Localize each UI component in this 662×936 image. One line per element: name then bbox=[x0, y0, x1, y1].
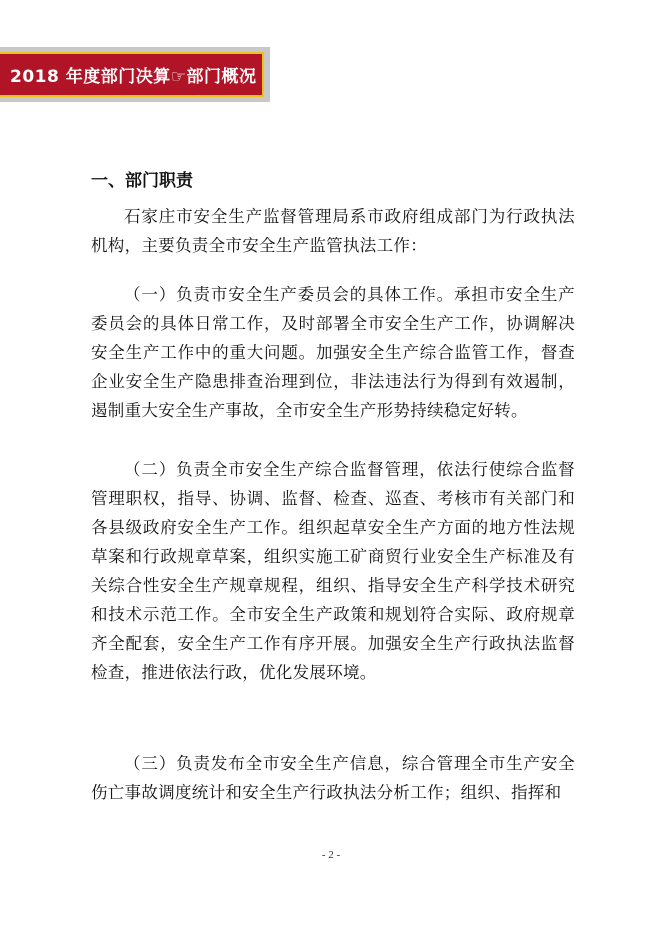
section-heading: 一、部门职责 bbox=[91, 171, 193, 191]
duty-paragraph-2: （二）负责全市安全生产综合监督管理，依法行使综合监督管理职权，指导、协调、监督、检查、巡查、考核市有关部门和各县级政府安全生产工作。组织起草安全生产方面的地方性法规草案和行政规章草案，组织实施工矿商贸行业安全生产标准及有关综合性安全生产规章规程，组织、指导安全生产科学技术研究和技术示范工作。全市安全生产政策和规划符合实际、政府规章齐全配套，安全生产工作有序开展。加强安全生产行政执法监督检查，推进依法行政，优化发展环境。 bbox=[91, 460, 575, 682]
section-banner bbox=[0, 52, 264, 97]
intro-paragraph: 石家庄市安全生产监督管理局系市政府组成部门为行政执法机构，主要负责全市安全生产监管执法工作： bbox=[91, 207, 575, 255]
duty-paragraph-1: （一）负责市安全生产委员会的具体工作。承担市安全生产委员会的具体日常工作，及时部署全市安全生产工作，协调解决安全生产工作中的重大问题。加强安全生产综合监管工作，督查企业安全生产隐患排查治理到位，非法违法行为得到有效遏制，遏制重大安全生产事故，全市安全生产形势持续稳定好转。 bbox=[91, 285, 575, 420]
banner-title: 2018 年度部门决算☞部门概况 bbox=[10, 67, 257, 87]
duty-paragraph-3: （三）负责发布全市安全生产信息，综合管理全市生产安全伤亡事故调度统计和安全生产行政执法分析工作；组织、指挥和 bbox=[91, 754, 575, 802]
page-number: - 2 - bbox=[321, 849, 341, 861]
